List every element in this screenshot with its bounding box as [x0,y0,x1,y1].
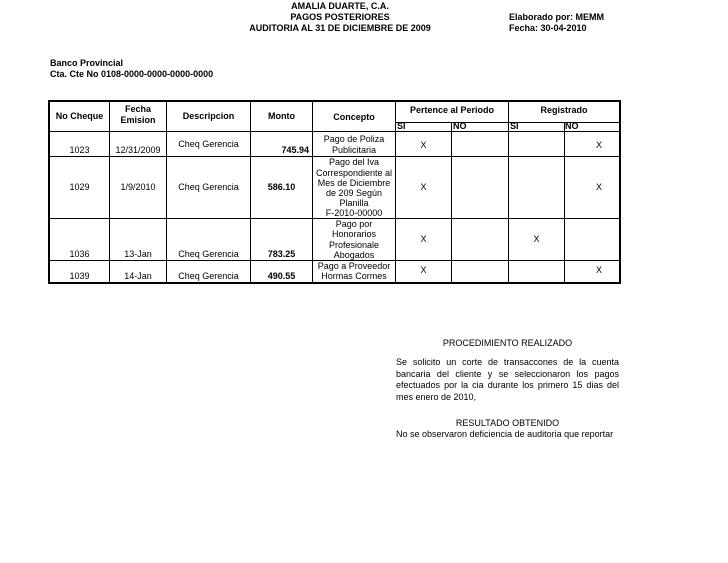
row4-registrado-no: X [595,265,602,275]
row1-periodo-si: X [420,140,427,150]
row4-concepto-2: Hormas Cormes [321,271,387,281]
bank-account: Cta. Cte No 0108-0000-0000-0000-0000 [50,69,214,79]
result-title: RESULTADO OBTENIDO [455,418,560,428]
row2-descripcion: Cheq Gerencia [178,182,239,192]
report-date: Fecha: 30-04-2010 [509,23,587,33]
row1-monto: 745.94 [281,145,309,155]
header-periodo-no: NO [453,121,467,131]
row3-concepto-1: Pago por [335,219,373,229]
header-fecha: Fecha Emision [120,104,156,125]
row4-periodo-si: X [420,265,427,275]
row2-registrado-no: X [595,182,602,192]
row3-concepto-3: Profesionale [328,240,380,250]
header-concepto: Concepto [333,112,375,122]
row3-monto: 783.25 [267,249,296,259]
company-name: AMALIA DUARTE, C.A. [291,1,389,11]
procedure-text: Se solicito un corte de transaccones de la cuenta bancaria del cliente y se seleccionaron los pagos efectuados por la cia durante los primero 15 dias del mes enero de 2010, [396,357,619,402]
audit-title: AUDITORIA AL 31 DE DICIEMBRE DE 2009 [249,23,431,33]
row3-descripcion: Cheq Gerencia [178,249,239,259]
row1-concepto-2: Publicitaria [331,145,377,155]
report-title: PAGOS POSTERIORES [290,12,390,22]
row3-concepto-2: Honorarios [331,229,377,239]
header-registrado: Registrado [540,105,588,115]
header-descripcion: Descripcion [182,111,235,121]
row4-descripcion: Cheq Gerencia [178,271,239,281]
row1-registrado-no: X [595,140,602,150]
row2-concepto-3: Mes de Diciembre [317,178,391,188]
row2-concepto-2: Correspondiente al [315,168,393,178]
header-registrado-no: NO [565,121,579,131]
row4-cheque: 1039 [69,271,90,281]
row2-cheque: 1029 [69,182,90,192]
procedure-title: PROCEDIMIENTO REALIZADO [442,338,573,348]
header-periodo-si: SI [397,121,406,131]
row2-fecha: 1/9/2010 [120,182,156,192]
row4-monto: 490.55 [267,271,296,281]
row1-cheque: 1023 [69,145,90,155]
row3-cheque: 1036 [69,249,90,259]
row3-periodo-si: X [420,234,427,244]
payments-table [48,100,621,284]
prepared-by: Elaborado por: MEMM [509,12,604,22]
row2-concepto-1: Pago del Iva [328,157,380,167]
row3-concepto-4: Abogados [333,250,375,260]
result-text: No se observaron deficiencia de auditoria que reportar [396,429,614,439]
row4-concepto-1: Pago a Proveedor [317,261,391,271]
row1-fecha: 12/31/2009 [115,145,161,155]
header-periodo: Pertence al Periodo [409,105,495,115]
row2-concepto-4: de 209 Según [325,188,383,198]
row2-concepto-5: Planilla [339,198,369,208]
bank-name: Banco Provincial [50,58,124,68]
row2-periodo-si: X [420,182,427,192]
row2-monto: 586.10 [267,182,296,192]
row1-concepto-1: Pago de Poliza [323,134,385,144]
header-cheque: No Cheque [55,111,104,121]
row3-fecha: 13-Jan [124,249,152,259]
row4-fecha: 14-Jan [124,271,152,281]
header-registrado-si: SI [510,121,519,131]
row1-descripcion: Cheq Gerencia [178,139,239,149]
row2-concepto-6: F-2010-00000 [325,208,383,218]
row3-registrado-si: X [533,234,540,244]
header-monto: Monto [268,111,295,121]
